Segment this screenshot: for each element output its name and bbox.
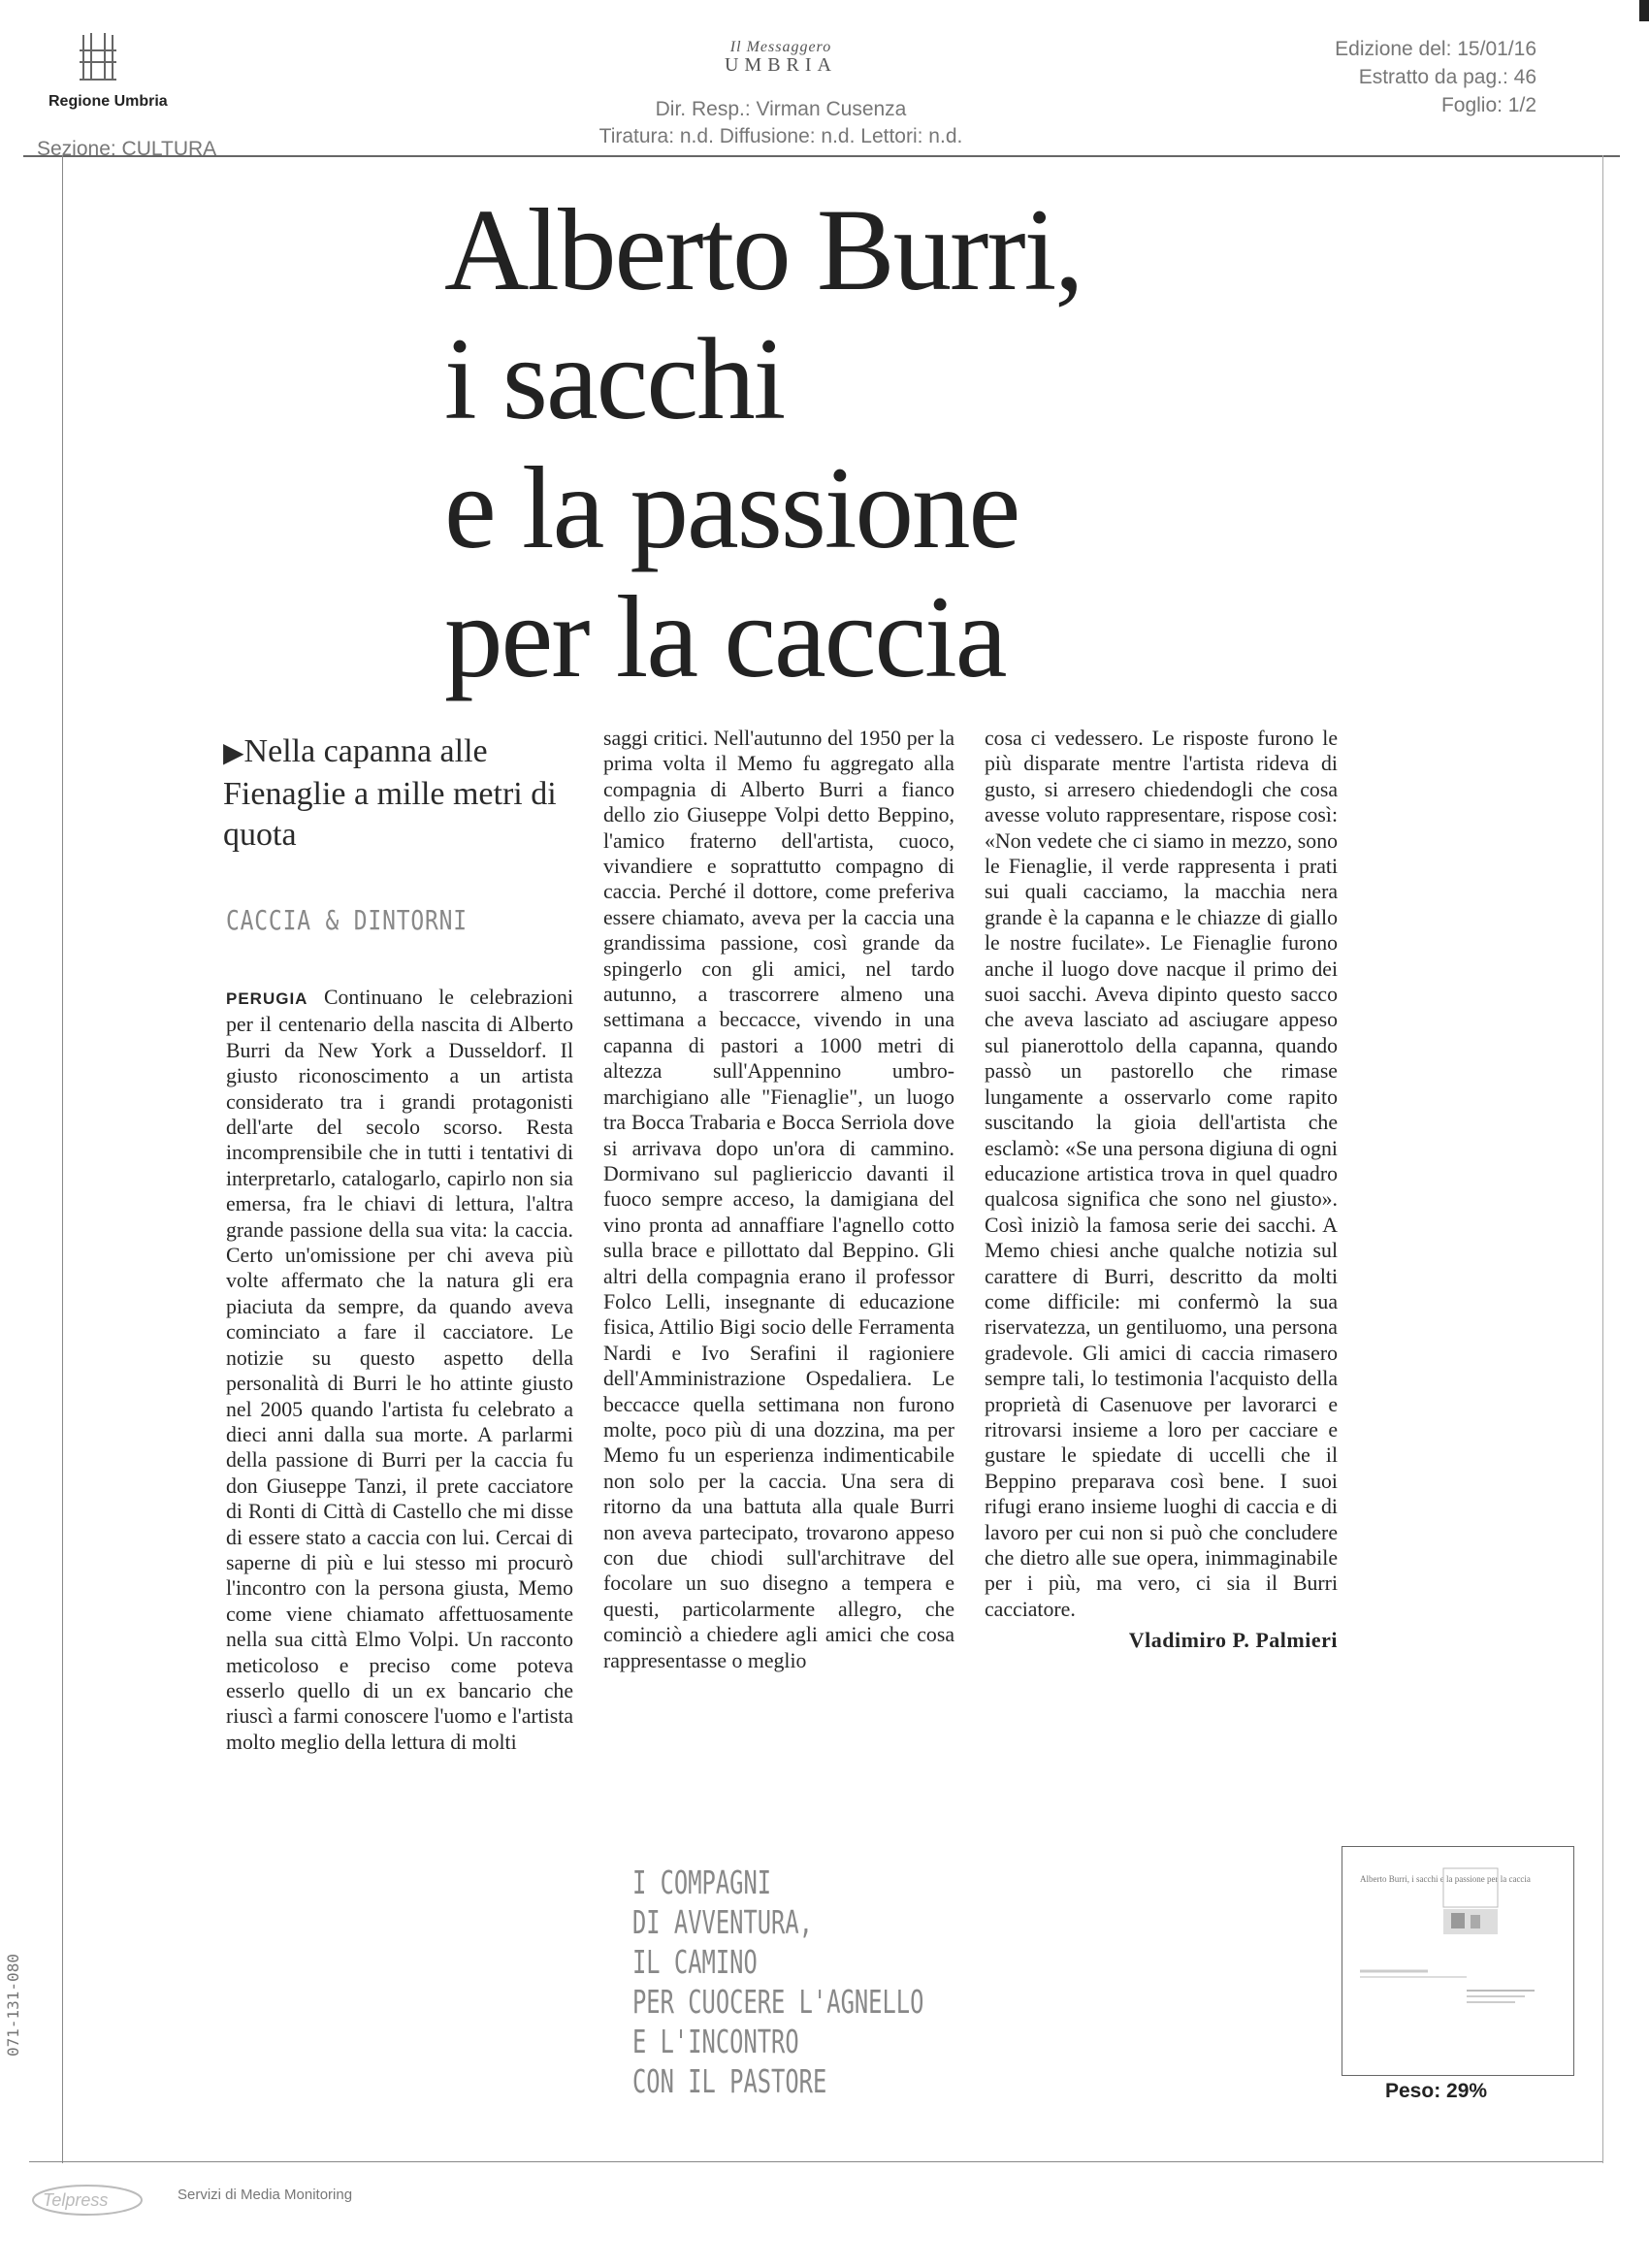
pull-quote-line: DI AVVENTURA, xyxy=(632,1903,813,1941)
article-author: Vladimiro P. Palmieri xyxy=(1128,1628,1338,1653)
article-column-2 xyxy=(603,726,954,1673)
article-column-3 xyxy=(985,726,1338,1654)
rubric-label: CACCIA & DINTORNI xyxy=(226,904,468,936)
circulation-line: Tiratura: n.d. Diffusione: n.d. Lettori: n.d. xyxy=(598,125,963,147)
headline-line: Alberto Burri, xyxy=(444,185,1083,315)
article-kicker xyxy=(223,731,592,856)
masthead-title: Il Messaggero xyxy=(729,39,832,55)
footer-text: Servizi di Media Monitoring xyxy=(178,2187,353,2203)
article-headline xyxy=(444,186,1414,702)
sheet-number: Foglio: 1/2 xyxy=(1440,94,1536,116)
pull-quote-line: E L'INCONTRO xyxy=(632,2023,799,2060)
column-text: Continuano le celebrazioni per il centenario della nascita di Alberto Burri da New York a Dusseldorf. Il giusto riconoscimento a un artista considerato tra i grandi protagonisti dell'arte del secolo scorso. Resta incomprensibile che in tutti i tentativi di interpretarlo, catalogarlo, capirlo non sia emersa, fra le chiavi di lettura, l'altra grande passione della sua vita: la caccia. Certo un'omissione per chi aveva più volte affermato che la natura gli era piaciuta da sempre, da quando aveva cominciato a fare il cacciatore. Le notizie su questo aspetto della personalità di Burri le ho attinte giusto nel 2005 quando l'artista fu celebrato a dieci anni dalla sua morte. A parlarmi della passione di Burri per la caccia fu don Giuseppe Tanzi, il prete cacciatore di Ronti di Città di Castello che mi disse di essere stato a caccia con lui. Cercai di saperne di più e lui stesso mi procurò l'incontro con la persona giusta, Memo come viene chiamato affettuosamente nella sua città Elmo Volpi. Un racconto meticoloso e preciso come poteva esserlo quello di un ex bancario che riuscì a farmi conoscere l'uomo e l'artista molto meglio della lettura di molti xyxy=(226,986,573,1754)
region-logo-icon xyxy=(76,29,120,83)
masthead-subtitle: UMBRIA xyxy=(724,54,837,76)
pull-quote xyxy=(632,1863,923,2101)
triangle-arrow-icon: ▶ xyxy=(223,738,244,768)
headline-line: i sacchi xyxy=(444,314,785,444)
header-left xyxy=(29,29,242,160)
column-text: cosa ci vedessero. Le risposte furono le più disparate mentre l'artista rideva di gusto, si arresero chiedendogli che cosa avesse voluto rappresentare, rispose così: «Non vedete che ci siamo in mezzo, sono le Fienaglie, il verde rappresenta i prati sui quali cacciamo, la macchia nera grande è la capanna e le chiazze di giallo le nostre fucilate». Le Fienaglie furono anche il luogo dove nacque il primo dei suoi sacchi. Aveva dipinto questo sacco che aveva lasciato ad asciugare appeso sul pianerottolo della capanna, quando passò un pastorello che rimase lungamente a osservarlo come rapito suscitando la gioia dell'artista che esclamò: «Se una persona digiuna di ogni educazione artistica trova in quel quadro qualcosa significa che sono nel giusto». Così iniziò la famosa serie dei sacchi. A Memo chiesi anche qualche notizia sul carattere di Burri, descritto da molti come difficile: mi confermò la sua riservatezza, un gentiluomo, una persona gradevole. Gli amici di caccia rimasero sempre tali, lo testimonia l'acquisto della proprietà di Casenuove per lavorarci e ritrovarsi insieme a loro per cacciare e gustare le spiedate di uccelli che il Beppino preparava così bene. I suoi rifugi erano insieme luoghi di caccia e di lavoro per cui non si può che concludere che dietro alle sue opera, inimmaginabile per i più, ma vero, ci sia il Burri cacciatore. xyxy=(985,727,1338,1621)
side-code: 071-131-080 xyxy=(4,1954,22,2057)
article-thumbnail xyxy=(1342,1846,1574,2076)
column-text: saggi critici. Nell'autunno del 1950 per la prima volta il Memo fu aggregato alla compagnia di Alberto Burri a fianco dello zio Giuseppe Volpi detto Beppino, l'amico fraterno dell'artista, cuoco, vivandiere e soprattutto compagno di caccia. Perché il dottore, come preferiva essere chiamato, aveva per la caccia una grandissima passione, così grande da spingerlo con gli amici, nel tardo autunno, a trascorrere almeno una settimana a beccacce, vivendo in una capanna di pastori a 1000 metri di altezza sull'Appennino umbro-marchigiano alle "Fienaglie", un luogo tra Bocca Trabaria e Bocca Serriola dove si arrivava dopo un'ora di cammino. Dormivano sul pagliericcio davanti il fuoco sempre acceso, la damigiana del vino pronta ad annaffiare l'agnello cotto sulla brace e pillottato dal Beppino. Gli altri della compagnia erano il professor Folco Lelli, insegnante di educazione fisica, Attilio Bigi socio delle Ferramenta Nardi e Ivo Serafini il ragioniere dell'Amministrazione Ospedaliera. Le beccacce quella settimana non furono molte, poco più di una dozzina, ma per Memo fu un esperienza indimenticabile non solo per la caccia. Una sera di ritorno da una battuta alla quale Burri non aveva partecipato, trovarono appeso con due chiodi sull'architrave del focolare un suo disegno a tempera e questi, particolarmente allegro, che cominciò a chiedere agli amici che cosa rappresentasse o meglio xyxy=(603,727,954,1672)
pull-quote-line: PER CUOCERE L'AGNELLO xyxy=(632,1983,924,2021)
left-border xyxy=(62,155,63,2163)
article-column-1 xyxy=(226,985,573,1755)
page-extract: Estratto da pag.: 46 xyxy=(1358,66,1536,88)
director-line: Dir. Resp.: Virman Cusenza xyxy=(655,98,907,120)
section-label: Sezione: CULTURA xyxy=(37,138,217,160)
thumbnail-caption: Alberto Burri, i sacchi e la passione per la caccia xyxy=(1360,1874,1531,1884)
footer-logo-text: Telpress xyxy=(43,2190,109,2210)
weight-percent: Peso: 29% xyxy=(1385,2080,1488,2102)
pull-quote-line: IL CAMINO xyxy=(632,1943,758,1981)
headline-line: per la caccia xyxy=(444,572,1006,702)
pull-quote-line: CON IL PASTORE xyxy=(632,2062,827,2100)
dateline: PERUGIA xyxy=(226,989,308,1008)
corner-mark xyxy=(1639,0,1649,21)
kicker-text: Nella capanna alle Fienaglie a mille metri di quota xyxy=(223,733,557,853)
edition-date: Edizione del: 15/01/16 xyxy=(1335,38,1536,60)
header-right xyxy=(1335,35,1536,119)
bottom-border xyxy=(29,2161,1602,2162)
region-name: Regione Umbria xyxy=(48,93,168,110)
header-divider xyxy=(23,155,1620,157)
right-border xyxy=(1602,155,1603,2163)
telpress-logo-icon xyxy=(31,2179,147,2218)
headline-line: e la passione xyxy=(444,443,1019,573)
header-center xyxy=(572,39,989,148)
thumbnail-image xyxy=(1350,1855,1566,2067)
pull-quote-line: I COMPAGNI xyxy=(632,1863,772,1901)
